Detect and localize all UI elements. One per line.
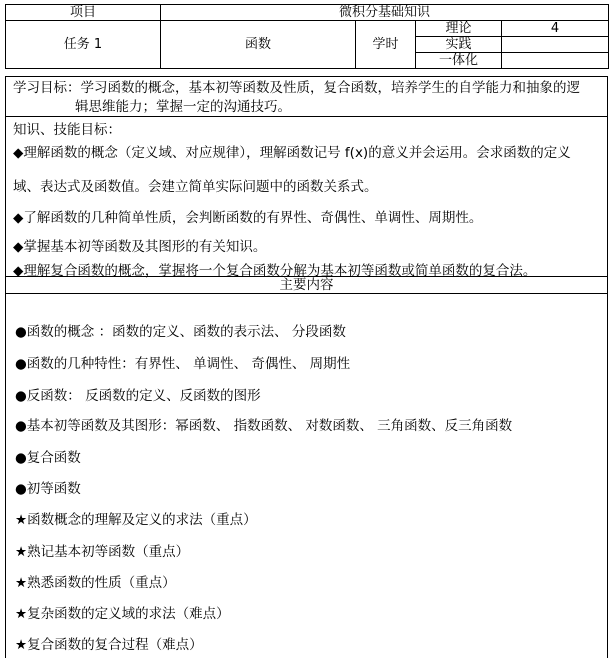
list-item: ●复合函数 — [15, 450, 81, 466]
learning-goal — [5, 76, 608, 117]
hours-integrated-value — [502, 53, 609, 69]
skills-item: ◆掌握基本初等函数及其图形的有关知识。 — [13, 239, 267, 255]
list-item: ★复合函数的复合过程（难点） — [15, 637, 203, 653]
list-item: ★熟悉函数的性质（重点） — [15, 575, 176, 591]
list-item: ★熟记基本初等函数（重点） — [15, 544, 190, 560]
skills-item: 域、表达式及函数值。会建立简单实际问题中的函数关系式。 — [13, 179, 378, 195]
hours-practice-label: 实践 — [416, 37, 502, 53]
hours-label: 学时 — [356, 21, 416, 69]
list-item: ●函数的概念 ：函数的定义、函数的表示法、 分段函数 — [15, 324, 346, 340]
skills-item: ◆理解函数的概念（定义域、对应规律），理解函数记号 f(x)的意义并会运用。会求函数的定义 — [13, 145, 571, 161]
hours-theory-label: 理论 — [416, 21, 502, 37]
hours-practice-value — [502, 37, 609, 53]
skills-item: ◆理解复合函数的概念，掌握将一个复合函数分解为基本初等函数或简单函数的复合法。 — [13, 263, 537, 279]
list-item: ●基本初等函数及其图形：幂函数、 指数函数、 对数函数、 三角函数、反三角函数 — [15, 418, 513, 434]
list-item: ★函数概念的理解及定义的求法（重点） — [15, 512, 257, 528]
list-item: ●函数的几种特性：有界性、 单调性、 奇偶性、 周期性 — [15, 356, 351, 372]
skills-title: 知识、技能目标： — [13, 122, 121, 138]
project-label: 项目 — [6, 5, 161, 21]
hours-theory-value: 4 — [502, 21, 609, 37]
hours-integrated-label: 一体化 — [416, 53, 502, 69]
task-label: 任务 1 — [6, 21, 161, 69]
main-content-list — [5, 294, 608, 658]
task-value: 函数 — [161, 21, 356, 69]
main-content-title: 主要内容 — [5, 277, 608, 294]
learning-goal-line-1: 学习目标：学习函数的概念，基本初等函数及性质，复合函数，培养学生的自学能力和抽象的逻 — [13, 80, 580, 96]
list-item: ●反函数： 反函数的定义、反函数的图形 — [15, 388, 261, 404]
list-item: ●初等函数 — [15, 481, 81, 497]
skills-section — [5, 117, 608, 277]
list-item: ★复杂函数的定义域的求法（难点） — [15, 606, 230, 622]
project-value: 微积分基础知识 — [161, 5, 609, 21]
skills-item: ◆了解函数的几种简单性质，会判断函数的有界性、奇偶性、单调性、周期性。 — [13, 210, 483, 226]
header-table — [5, 4, 609, 69]
learning-goal-line-2: 辑思维能力；掌握一定的沟通技巧。 — [75, 99, 291, 115]
